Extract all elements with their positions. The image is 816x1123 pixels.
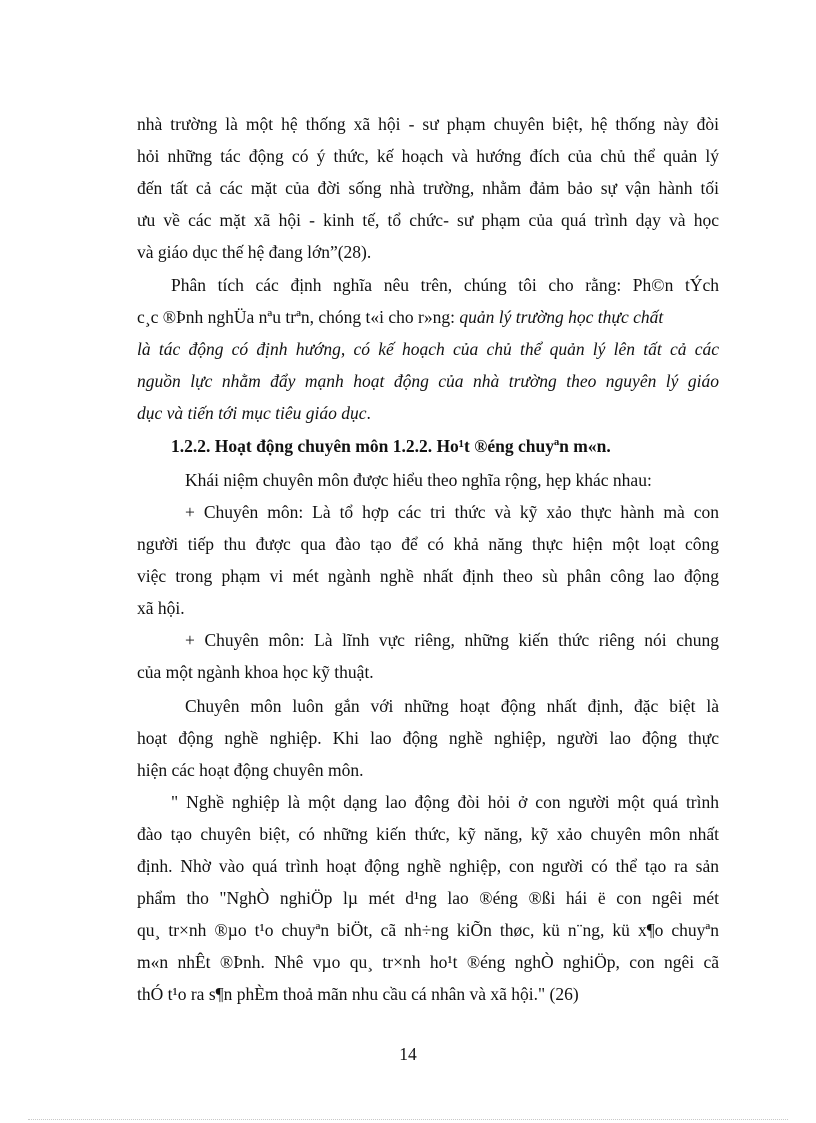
body-line-9: nguồn lực nhằm đẩy mạnh hoạt động của nhà trường theo nguyên lý giáo xyxy=(137,371,719,391)
italic-text: dục và tiến tới mục tiêu giáo dục xyxy=(137,403,367,423)
footer-divider xyxy=(28,1119,788,1120)
body-line-21: hiện các hoạt động chuyên môn. xyxy=(137,760,364,780)
body-line-7 xyxy=(137,305,719,329)
body-line-25: phẩm tho "NghÒ nghiÖp lµ mét d¹ng lao ®éng ®ßi hái ë con ngêi mét xyxy=(137,888,719,908)
body-line-27: m«n nhÊt ®Þnh. Nhê vµo qu¸ tr×nh ho¹t ®éng nghÒ nghiÖp, con ngêi cã xyxy=(137,952,719,972)
body-line-3: đến tất cả các mặt của đời sống nhà trường, nhằm đảm bảo sự vận hành tối xyxy=(137,178,719,198)
body-line-4: ưu về các mặt xã hội - kinh tế, tổ chức- sư phạm của quá trình dạy và học xyxy=(137,210,719,230)
body-line-1: nhà trường là một hệ thống xã hội - sư phạm chuyên biệt, hệ thống này đòi xyxy=(137,114,719,134)
period: . xyxy=(366,403,371,423)
body-line-2: hỏi những tác động có ý thức, kế hoạch và hướng đích của chủ thể quản lý xyxy=(137,146,719,166)
body-line-6: Phân tích các định nghĩa nêu trên, chúng tôi cho rằng: Ph©n tÝch xyxy=(171,275,719,295)
body-line-28: thÓ t¹o ra s¶n phÈm thoả mãn nhu cầu cá nhân và xã hội." (26) xyxy=(137,984,579,1004)
body-line-26: qu¸ tr×nh ®µo t¹o chuyªn biÖt, cã nh÷ng kiÕn thøc, kü n¨ng, kü x¶o chuyªn xyxy=(137,920,719,940)
body-line-8: là tác động có định hướng, có kế hoạch của chủ thể quản lý lên tất cả các xyxy=(137,339,719,359)
body-line-12: Khái niệm chuyên môn được hiểu theo nghĩa rộng, hẹp khác nhau: xyxy=(185,470,652,490)
italic-text: quản lý trường học thực chất xyxy=(459,307,664,327)
body-line-15: việc trong phạm vi mét ngành nghề nhất định theo sù phân công lao động xyxy=(137,566,719,586)
body-line-22: " Nghề nghiệp là một dạng lao động đòi hỏi ở con người một quá trình xyxy=(171,792,719,812)
body-line-16: xã hội. xyxy=(137,598,185,618)
section-heading: 1.2.2. Hoạt động chuyên môn 1.2.2. Ho¹t ®éng chuyªn m«n. xyxy=(171,436,611,456)
body-line-20: hoạt động nghề nghiệp. Khi lao động nghề nghiệp, người lao động thực xyxy=(137,728,719,748)
body-line-18: của một ngành khoa học kỹ thuật. xyxy=(137,662,374,682)
body-line-24: định. Nhờ vào quá trình hoạt động nghề nghiệp, con người có thể tạo ra sản xyxy=(137,856,719,876)
body-line-17: + Chuyên môn: Là lĩnh vực riêng, những kiến thức riêng nói chung xyxy=(185,630,719,650)
body-line-23: đào tạo chuyên biệt, có những kiến thức, kỹ năng, kỹ xảo chuyên môn nhất xyxy=(137,824,719,844)
body-line-5: và giáo dục thế hệ đang lớn”(28). xyxy=(137,242,372,262)
body-line-13: + Chuyên môn: Là tổ hợp các tri thức và kỹ xảo thực hành mà con xyxy=(185,502,719,522)
body-line-14: người tiếp thu được qua đào tạo để có khả năng thực hiện một loạt công xyxy=(137,534,719,554)
body-line-19: Chuyên môn luôn gắn với những hoạt động nhất định, đặc biệt là xyxy=(185,696,719,716)
body-line-10 xyxy=(137,401,719,425)
garbled-text: c¸c ®Þnh nghÜa nªu trªn, chóng t«i cho r»ng: xyxy=(137,307,460,327)
page-number: 14 xyxy=(399,1044,417,1064)
